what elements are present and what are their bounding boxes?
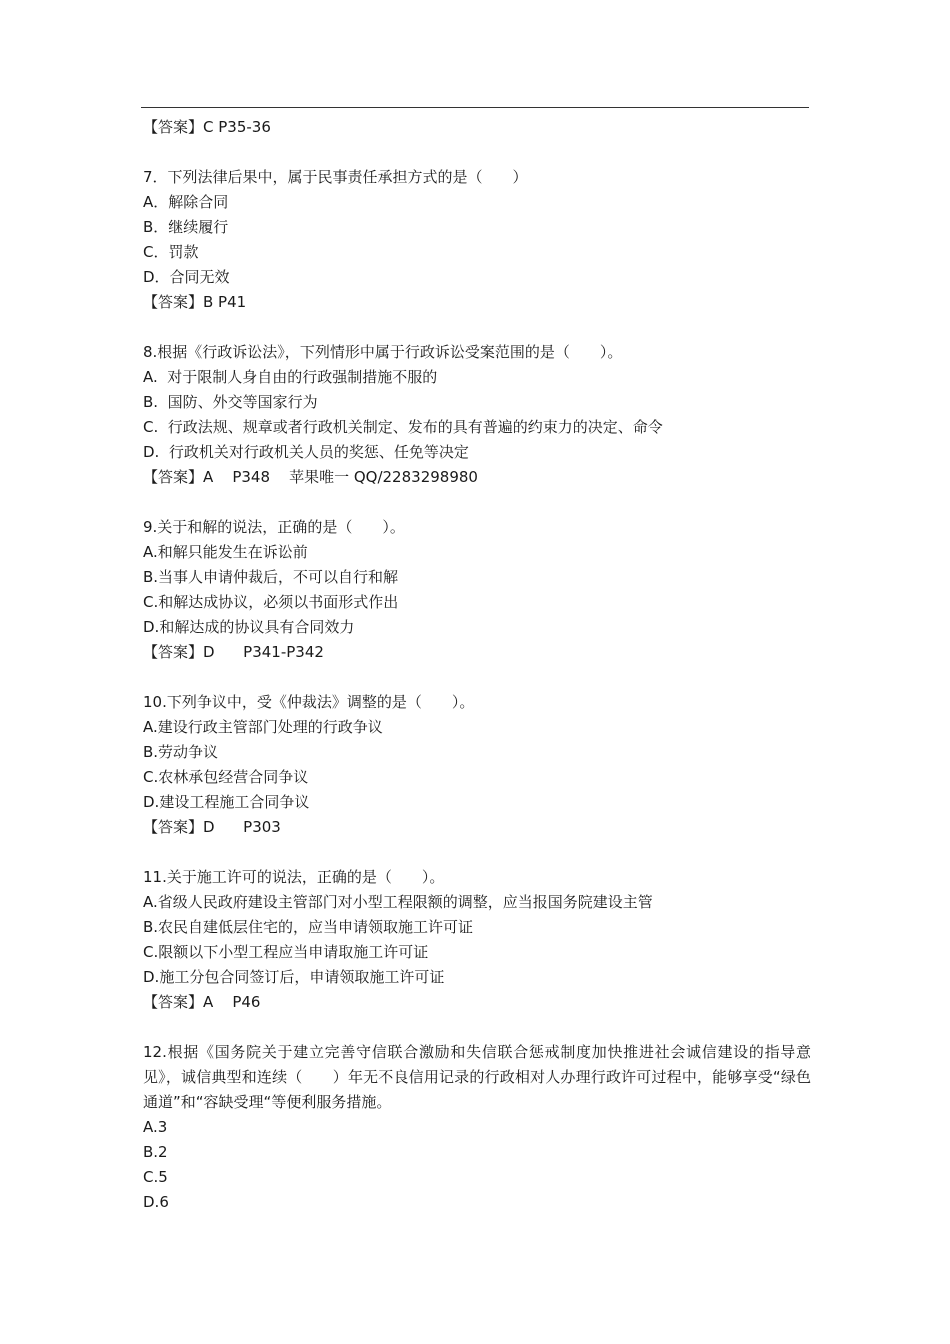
question-9-stem: 9.关于和解的说法，正确的是（ ）。 (143, 518, 405, 536)
question-8-option-b: B. 国防、外交等国家行为 (143, 393, 318, 411)
question-10-option-c: C.农林承包经营合同争议 (143, 768, 309, 786)
header-divider (141, 107, 809, 108)
question-11-stem: 11.关于施工许可的说法，正确的是（ ）。 (143, 868, 445, 886)
question-11-option-a: A.省级人民政府建设主管部门对小型工程限额的调整，应当报国务院建设主管 (143, 893, 653, 911)
question-12-option-c: C.5 (143, 1168, 168, 1186)
question-8-answer: 【答案】A P348 苹果唯一 QQ/2283298980 (143, 468, 478, 486)
question-9-option-d: D.和解达成的协议具有合同效力 (143, 618, 355, 636)
question-12-option-a: A.3 (143, 1118, 168, 1136)
question-9-option-b: B.当事人申请仲裁后，不可以自行和解 (143, 568, 399, 586)
previous-answer: 【答案】C P35-36 (143, 118, 271, 136)
question-8-option-c: C. 行政法规、规章或者行政机关制定、发布的具有普遍的约束力的决定、命令 (143, 418, 663, 436)
question-10-option-b: B.劳动争议 (143, 743, 219, 761)
question-7-option-a: A．解除合同 (143, 193, 229, 211)
question-list (143, 115, 811, 1215)
question-11-option-c: C.限额以下小型工程应当申请取施工许可证 (143, 943, 429, 961)
question-7-stem: 7．下列法律后果中，属于民事责任承担方式的是（ ） (143, 168, 528, 186)
question-10-stem: 10.下列争议中，受《仲裁法》调整的是（ ）。 (143, 693, 475, 711)
question-10-option-a: A.建设行政主管部门处理的行政争议 (143, 718, 383, 736)
question-7-option-d: D．合同无效 (143, 268, 230, 286)
question-10-answer: 【答案】D P303 (143, 818, 281, 836)
question-11-option-b: B.农民自建低层住宅的，应当申请领取施工许可证 (143, 918, 474, 936)
question-8-option-d: D. 行政机关对行政机关人员的奖惩、任免等决定 (143, 443, 469, 461)
question-12-stem: 12.根据《国务院关于建立完善守信联合激励和失信联合惩戒制度加快推进社会诚信建设的指导意见》，诚信典型和连续（ ）年无不良信用记录的行政相对人办理行政许可过程中，能够享受“绿色通道”和“容缺受理“等便利服务措施。 (143, 1043, 811, 1111)
question-12-option-d: D.6 (143, 1193, 169, 1211)
question-8-stem: 8.根据《行政诉讼法》，下列情形中属于行政诉讼受案范围的是（ ）。 (143, 343, 623, 361)
question-7-option-b: B．继续履行 (143, 218, 229, 236)
question-12-option-b: B.2 (143, 1143, 168, 1161)
question-7-option-c: C．罚款 (143, 243, 199, 261)
question-11-answer: 【答案】A P46 (143, 993, 261, 1011)
question-10-option-d: D.建设工程施工合同争议 (143, 793, 310, 811)
question-7-answer: 【答案】B P41 (143, 293, 247, 311)
question-9-option-a: A.和解只能发生在诉讼前 (143, 543, 308, 561)
question-11-option-d: D.施工分包合同签订后，申请领取施工许可证 (143, 968, 445, 986)
question-9-answer: 【答案】D P341-P342 (143, 643, 324, 661)
question-8-option-a: A. 对于限制人身自由的行政强制措施不服的 (143, 368, 438, 386)
question-9-option-c: C.和解达成协议，必须以书面形式作出 (143, 593, 399, 611)
